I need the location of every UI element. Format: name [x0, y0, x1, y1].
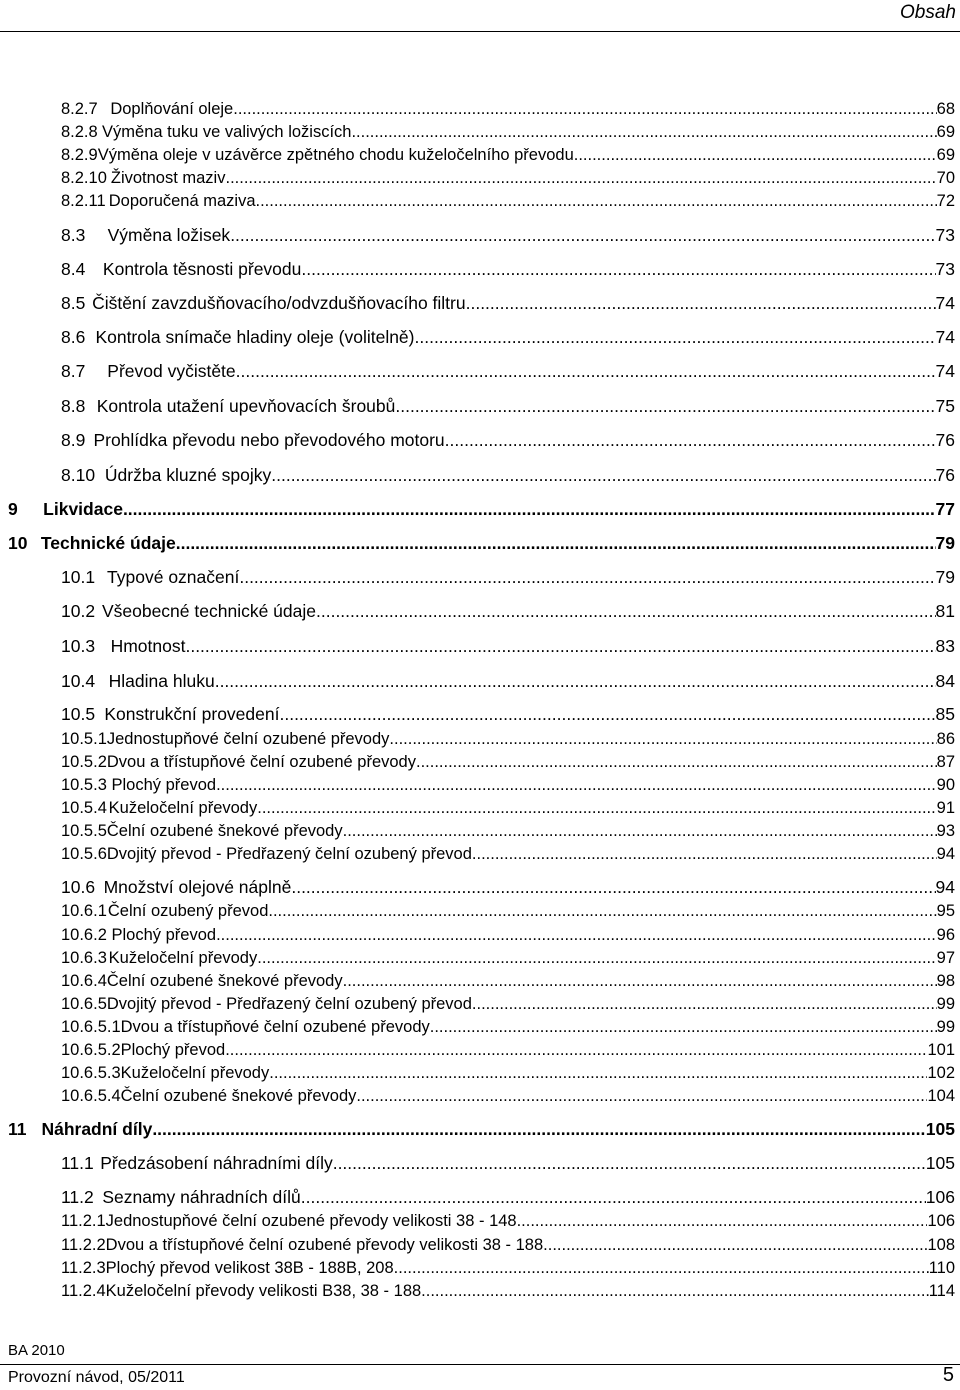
toc-entry-title: Náhradní díly: [41, 1119, 153, 1140]
toc-entry-title: Konstrukční provedení: [104, 704, 280, 725]
footer-rule: [0, 1364, 960, 1365]
toc-dot-leader: [152, 1121, 925, 1139]
toc-entry-page: 104: [927, 1087, 955, 1106]
toc-chapter-entry[interactable]: [8, 1121, 955, 1139]
toc-entry-page: 99: [936, 995, 955, 1014]
toc-entry-title: Údržba kluzné spojky: [104, 465, 272, 486]
toc-entry-title: Doporučená maziva: [108, 192, 256, 211]
toc-dot-leader: [233, 101, 936, 118]
toc-entry-number: 10.6.2: [61, 926, 107, 945]
toc-dot-leader: [225, 170, 936, 187]
toc-dot-leader: [343, 973, 937, 990]
toc-dot-leader: [236, 363, 936, 381]
toc-entry-title: Plochý převod velikost 38B - 188B, 208: [105, 1259, 394, 1278]
toc-entry[interactable]: [61, 398, 955, 416]
toc-entry-title: Typové označení: [107, 567, 240, 588]
toc-entry-page: 86: [936, 730, 955, 749]
toc-dot-leader: [216, 777, 937, 794]
toc-entry-number: 10.1: [61, 567, 96, 588]
toc-entry-number: 8.7: [61, 361, 86, 382]
toc-entry-number: 8.2.11: [61, 192, 106, 211]
toc-entry-number: 10.5: [61, 704, 96, 725]
toc-entry-number: 11.2.3: [61, 1259, 106, 1278]
toc-dot-leader: [185, 638, 935, 656]
toc-entry[interactable]: [61, 1019, 955, 1036]
toc-entry[interactable]: [61, 879, 955, 897]
toc-entry[interactable]: [61, 927, 955, 944]
toc-entry[interactable]: [61, 731, 955, 748]
toc-entry-page: 84: [935, 671, 955, 692]
toc-entry[interactable]: [61, 673, 955, 691]
toc-entry[interactable]: [61, 569, 955, 587]
toc-entry-title: Kuželočelní převody: [120, 1064, 270, 1083]
toc-entry[interactable]: [61, 124, 955, 141]
toc-dot-leader: [395, 398, 935, 416]
toc-dot-leader: [356, 1088, 927, 1105]
toc-entry-page: 105: [925, 1119, 955, 1140]
header-rule: [0, 0, 960, 32]
toc-entry-page: 106: [927, 1212, 955, 1231]
toc-entry-number: 8.4: [61, 259, 86, 280]
toc-entry-page: 97: [936, 949, 955, 968]
toc-entry-number: 10.3: [61, 636, 96, 657]
toc-chapter-entry[interactable]: [8, 501, 955, 519]
toc-dot-leader: [271, 467, 935, 485]
toc-entry[interactable]: [61, 973, 955, 990]
toc-entry-number: 8.10: [61, 465, 96, 486]
toc-dot-leader: [415, 329, 936, 347]
toc-dot-leader: [291, 879, 935, 897]
toc-entry-page: 94: [935, 877, 955, 898]
toc-entry-title: Plochý převod: [111, 776, 217, 795]
toc-entry-title: Kontrola utažení upevňovacích šroubů: [96, 396, 396, 417]
toc-dot-leader: [230, 227, 935, 245]
toc-entry-number: 10.4: [61, 671, 96, 692]
toc-dot-leader: [123, 501, 936, 519]
toc-entry-page: 76: [935, 465, 955, 486]
toc-entry-page: 90: [936, 776, 955, 795]
toc-entry-page: 79: [935, 533, 955, 554]
footer-manual-title: Provozní návod, 05/2011: [8, 1369, 185, 1386]
toc-entry-title: Všeobecné technické údaje: [101, 601, 316, 622]
toc-entry-title: Dvojitý převod - Předřazený čelní ozubený převod: [106, 845, 472, 864]
toc-entry[interactable]: [61, 147, 955, 164]
toc-entry[interactable]: [61, 823, 955, 840]
toc-entry-number: 8.8: [61, 396, 86, 417]
toc-entry[interactable]: [61, 777, 955, 794]
toc-entry[interactable]: [61, 295, 955, 313]
toc-entry-title: Jednostupňové čelní ozubené převody velikosti 38 - 148: [105, 1212, 517, 1231]
toc-entry-title: Čelní ozubené šnekové převody: [106, 822, 343, 841]
toc-entry-number: 10.6.5.4: [61, 1087, 121, 1106]
toc-entry-title: Čelní ozubené šnekové převody: [120, 1087, 357, 1106]
toc-entry-page: 101: [927, 1041, 955, 1060]
toc-entry-title: Jednostupňové čelní ozubené převody: [106, 730, 390, 749]
toc-entry-title: Dvou a třístupňové čelní ozubené převody velikosti 38 - 188: [105, 1236, 544, 1255]
toc-chapter-entry[interactable]: [8, 535, 955, 553]
toc-dot-leader: [543, 1237, 927, 1254]
toc-entry-title: Čelní ozubené šnekové převody: [106, 972, 343, 991]
toc-entry-page: 95: [936, 902, 955, 921]
toc-entry-page: 73: [935, 225, 955, 246]
toc-entry[interactable]: [61, 227, 955, 245]
toc-entry-title: Seznamy náhradních dílů: [102, 1187, 301, 1208]
toc-dot-leader: [316, 603, 936, 621]
toc-entry-number: 10.6.3: [61, 949, 107, 968]
toc-dot-leader: [389, 731, 936, 748]
toc-dot-leader: [416, 754, 937, 771]
toc-entry-title: Kuželočelní převody: [108, 799, 258, 818]
toc-dot-leader: [466, 295, 936, 313]
toc-entry-number: 10.6.4: [61, 972, 107, 991]
toc-entry-number: 8.3: [61, 225, 86, 246]
toc-entry[interactable]: [61, 950, 955, 967]
toc-dot-leader: [301, 1189, 926, 1207]
toc-entry-title: Technické údaje: [40, 533, 176, 554]
toc-entry-page: 102: [927, 1064, 955, 1083]
toc-entry-number: 10.5.6: [61, 845, 107, 864]
toc-entry[interactable]: [61, 101, 955, 118]
footer-page-number: 5: [942, 1364, 954, 1386]
toc-entry-title: Hmotnost: [110, 636, 186, 657]
toc-entry-number: 11.2.2: [61, 1236, 106, 1255]
toc-entry[interactable]: [61, 170, 955, 187]
toc-entry-title: Čelní ozubený převod: [107, 902, 269, 921]
toc-entry-number: 10.6.5.1: [61, 1018, 121, 1037]
toc-entry-title: Kontrola těsnosti převodu: [102, 259, 302, 280]
toc-entry-page: 110: [928, 1259, 955, 1278]
toc-entry[interactable]: [61, 1042, 955, 1059]
toc-entry-title: Předzásobení náhradními díly: [100, 1153, 333, 1174]
toc-entry[interactable]: [61, 193, 955, 210]
toc-entry-page: 70: [936, 169, 955, 188]
toc-dot-leader: [301, 261, 935, 279]
toc-dot-leader: [472, 996, 937, 1013]
toc-dot-leader: [279, 706, 935, 724]
toc-dot-leader: [215, 673, 936, 691]
toc-entry-number: 8.2.7: [61, 100, 98, 119]
toc-entry[interactable]: [61, 1283, 955, 1300]
toc-dot-leader: [216, 927, 937, 944]
toc-entry-title: Doplňování oleje: [110, 100, 234, 119]
toc-entry-number: 10: [8, 533, 28, 554]
toc-entry-page: 74: [935, 327, 955, 348]
toc-entry[interactable]: [61, 329, 955, 347]
toc-entry-page: 85: [935, 704, 955, 725]
toc-entry-page: 108: [927, 1236, 955, 1255]
toc-entry-page: 91: [936, 799, 955, 818]
toc-entry-page: 73: [935, 259, 955, 280]
toc-entry-page: 77: [935, 499, 955, 520]
toc-entry-page: 87: [936, 753, 955, 772]
toc-entry-number: 10.6.5.2: [61, 1041, 121, 1060]
toc-dot-leader: [256, 193, 937, 210]
toc-entry-number: 10.6: [61, 877, 96, 898]
toc-entry-number: 10.6.5.3: [61, 1064, 121, 1083]
toc-dot-leader: [421, 1283, 929, 1300]
toc-entry-page: 106: [925, 1187, 955, 1208]
toc-entry-number: 9: [8, 499, 18, 520]
toc-entry-page: 68: [936, 100, 955, 119]
toc-entry-number: 10.5.1: [61, 730, 107, 749]
toc-dot-leader: [394, 1260, 929, 1277]
toc-entry-number: 11.2.1: [61, 1212, 106, 1231]
toc-entry-title: Převod vyčistěte: [107, 361, 236, 382]
toc-dot-leader: [445, 432, 936, 450]
toc-entry[interactable]: [61, 467, 955, 485]
toc-entry-number: 10.6.5: [61, 995, 107, 1014]
toc-entry-number: 10.5.2: [61, 753, 107, 772]
toc-entry[interactable]: [61, 638, 955, 656]
footer-document-code: BA 2010: [8, 1342, 65, 1359]
toc-entry-title: Prohlídka převodu nebo převodového motoru: [93, 430, 445, 451]
toc-entry[interactable]: [61, 846, 955, 863]
toc-entry-number: 10.6.1: [61, 902, 107, 921]
toc-entry-title: Hladina hluku: [108, 671, 215, 692]
toc-dot-leader: [343, 823, 937, 840]
toc-entry-number: 10.2: [61, 601, 96, 622]
toc-entry-number: 8.2.8: [61, 123, 98, 142]
toc-entry-page: 96: [936, 926, 955, 945]
toc-entry-number: 8.5: [61, 293, 86, 314]
toc-entry-title: Dvou a třístupňové čelní ozubené převody: [106, 753, 416, 772]
toc-entry-title: Dvojitý převod - Předřazený čelní ozubený převod: [106, 995, 472, 1014]
toc-entry-title: Dvou a třístupňové čelní ozubené převody: [120, 1018, 430, 1037]
toc-entry-title: Výměna tuku ve valivých ložiscích: [102, 123, 352, 142]
toc-dot-leader: [269, 1065, 927, 1082]
toc-entry-number: 10.5.5: [61, 822, 107, 841]
toc-entry[interactable]: [61, 800, 955, 817]
toc-entry-page: 74: [935, 361, 955, 382]
toc-dot-leader: [257, 800, 936, 817]
toc-entry-title: Výměna oleje v uzávěrce zpětného chodu kuželočelního převodu: [97, 146, 574, 165]
toc-entry[interactable]: [61, 432, 955, 450]
toc-dot-leader: [574, 147, 937, 164]
toc-entry-number: 10.5.3: [61, 776, 107, 795]
toc-entry-page: 93: [936, 822, 955, 841]
toc-entry-page: 69: [936, 146, 955, 165]
toc-entry-page: 81: [935, 601, 955, 622]
toc-entry-page: 83: [935, 636, 955, 657]
toc-dot-leader: [351, 124, 936, 141]
toc-entry-title: Plochý převod: [120, 1041, 226, 1060]
toc-entry-number: 8.2.10: [61, 169, 107, 188]
toc-entry-title: Kontrola snímače hladiny oleje (volitelně): [95, 327, 415, 348]
toc-entry-page: 76: [935, 430, 955, 451]
toc-entry-page: 74: [935, 293, 955, 314]
toc-entry[interactable]: [61, 1189, 955, 1207]
toc-entry-title: Kuželočelní převody: [108, 949, 258, 968]
toc-entry-number: 8.2.9: [61, 146, 98, 165]
toc-entry-number: 11: [8, 1119, 27, 1140]
toc-entry[interactable]: [61, 996, 955, 1013]
toc-entry[interactable]: [61, 1065, 955, 1082]
toc-entry[interactable]: [61, 1088, 955, 1105]
toc-entry-number: 11.2.4: [61, 1282, 106, 1301]
toc-entry[interactable]: [61, 754, 955, 771]
toc-entry-page: 79: [935, 567, 955, 588]
toc-entry-page: 69: [936, 123, 955, 142]
toc-entry-page: 98: [936, 972, 955, 991]
toc-dot-leader: [257, 950, 936, 967]
toc-entry[interactable]: [61, 1213, 955, 1230]
toc-entry[interactable]: [61, 903, 955, 920]
toc-entry-title: Výměna ložisek: [107, 225, 231, 246]
toc-entry[interactable]: [61, 603, 955, 621]
toc-entry-title: Životnost maziv: [110, 169, 226, 188]
toc-entry-page: 114: [928, 1282, 955, 1301]
toc-entry[interactable]: [61, 363, 955, 381]
toc-entry-page: 99: [936, 1018, 955, 1037]
toc-entry-title: Kuželočelní převody velikosti B38, 38 - 188: [105, 1282, 422, 1301]
toc-entry[interactable]: [61, 261, 955, 279]
toc-dot-leader: [239, 569, 935, 587]
toc-entry-number: 10.5.4: [61, 799, 107, 818]
toc-entry-page: 94: [936, 845, 955, 864]
toc-entry-title: Množství olejové náplně: [103, 877, 292, 898]
toc-dot-leader: [176, 535, 936, 553]
toc-entry-title: Čištění zavzdušňovacího/odvzdušňovacího filtru: [92, 293, 466, 314]
toc-entry-page: 105: [925, 1153, 955, 1174]
toc-entry-number: 11.1: [61, 1153, 94, 1174]
toc-entry-title: Plochý převod: [111, 926, 217, 945]
toc-dot-leader: [333, 1155, 926, 1173]
toc-entry-number: 11.2: [61, 1187, 94, 1208]
toc-entry-page: 75: [935, 396, 955, 417]
toc-entry-title: Likvidace: [43, 499, 123, 520]
toc-dot-leader: [517, 1213, 928, 1230]
toc-dot-leader: [268, 903, 936, 920]
header-title: Obsah: [900, 2, 956, 23]
toc-entry-number: 8.9: [61, 430, 86, 451]
toc-entry[interactable]: [61, 1237, 955, 1254]
toc-entry[interactable]: [61, 706, 955, 724]
toc-dot-leader: [430, 1019, 937, 1036]
toc-entry[interactable]: [61, 1260, 955, 1277]
toc-entry-number: 8.6: [61, 327, 86, 348]
toc-dot-leader: [225, 1042, 927, 1059]
toc-dot-leader: [472, 846, 937, 863]
toc-entry[interactable]: [61, 1155, 955, 1173]
toc-entry-page: 72: [936, 192, 955, 211]
